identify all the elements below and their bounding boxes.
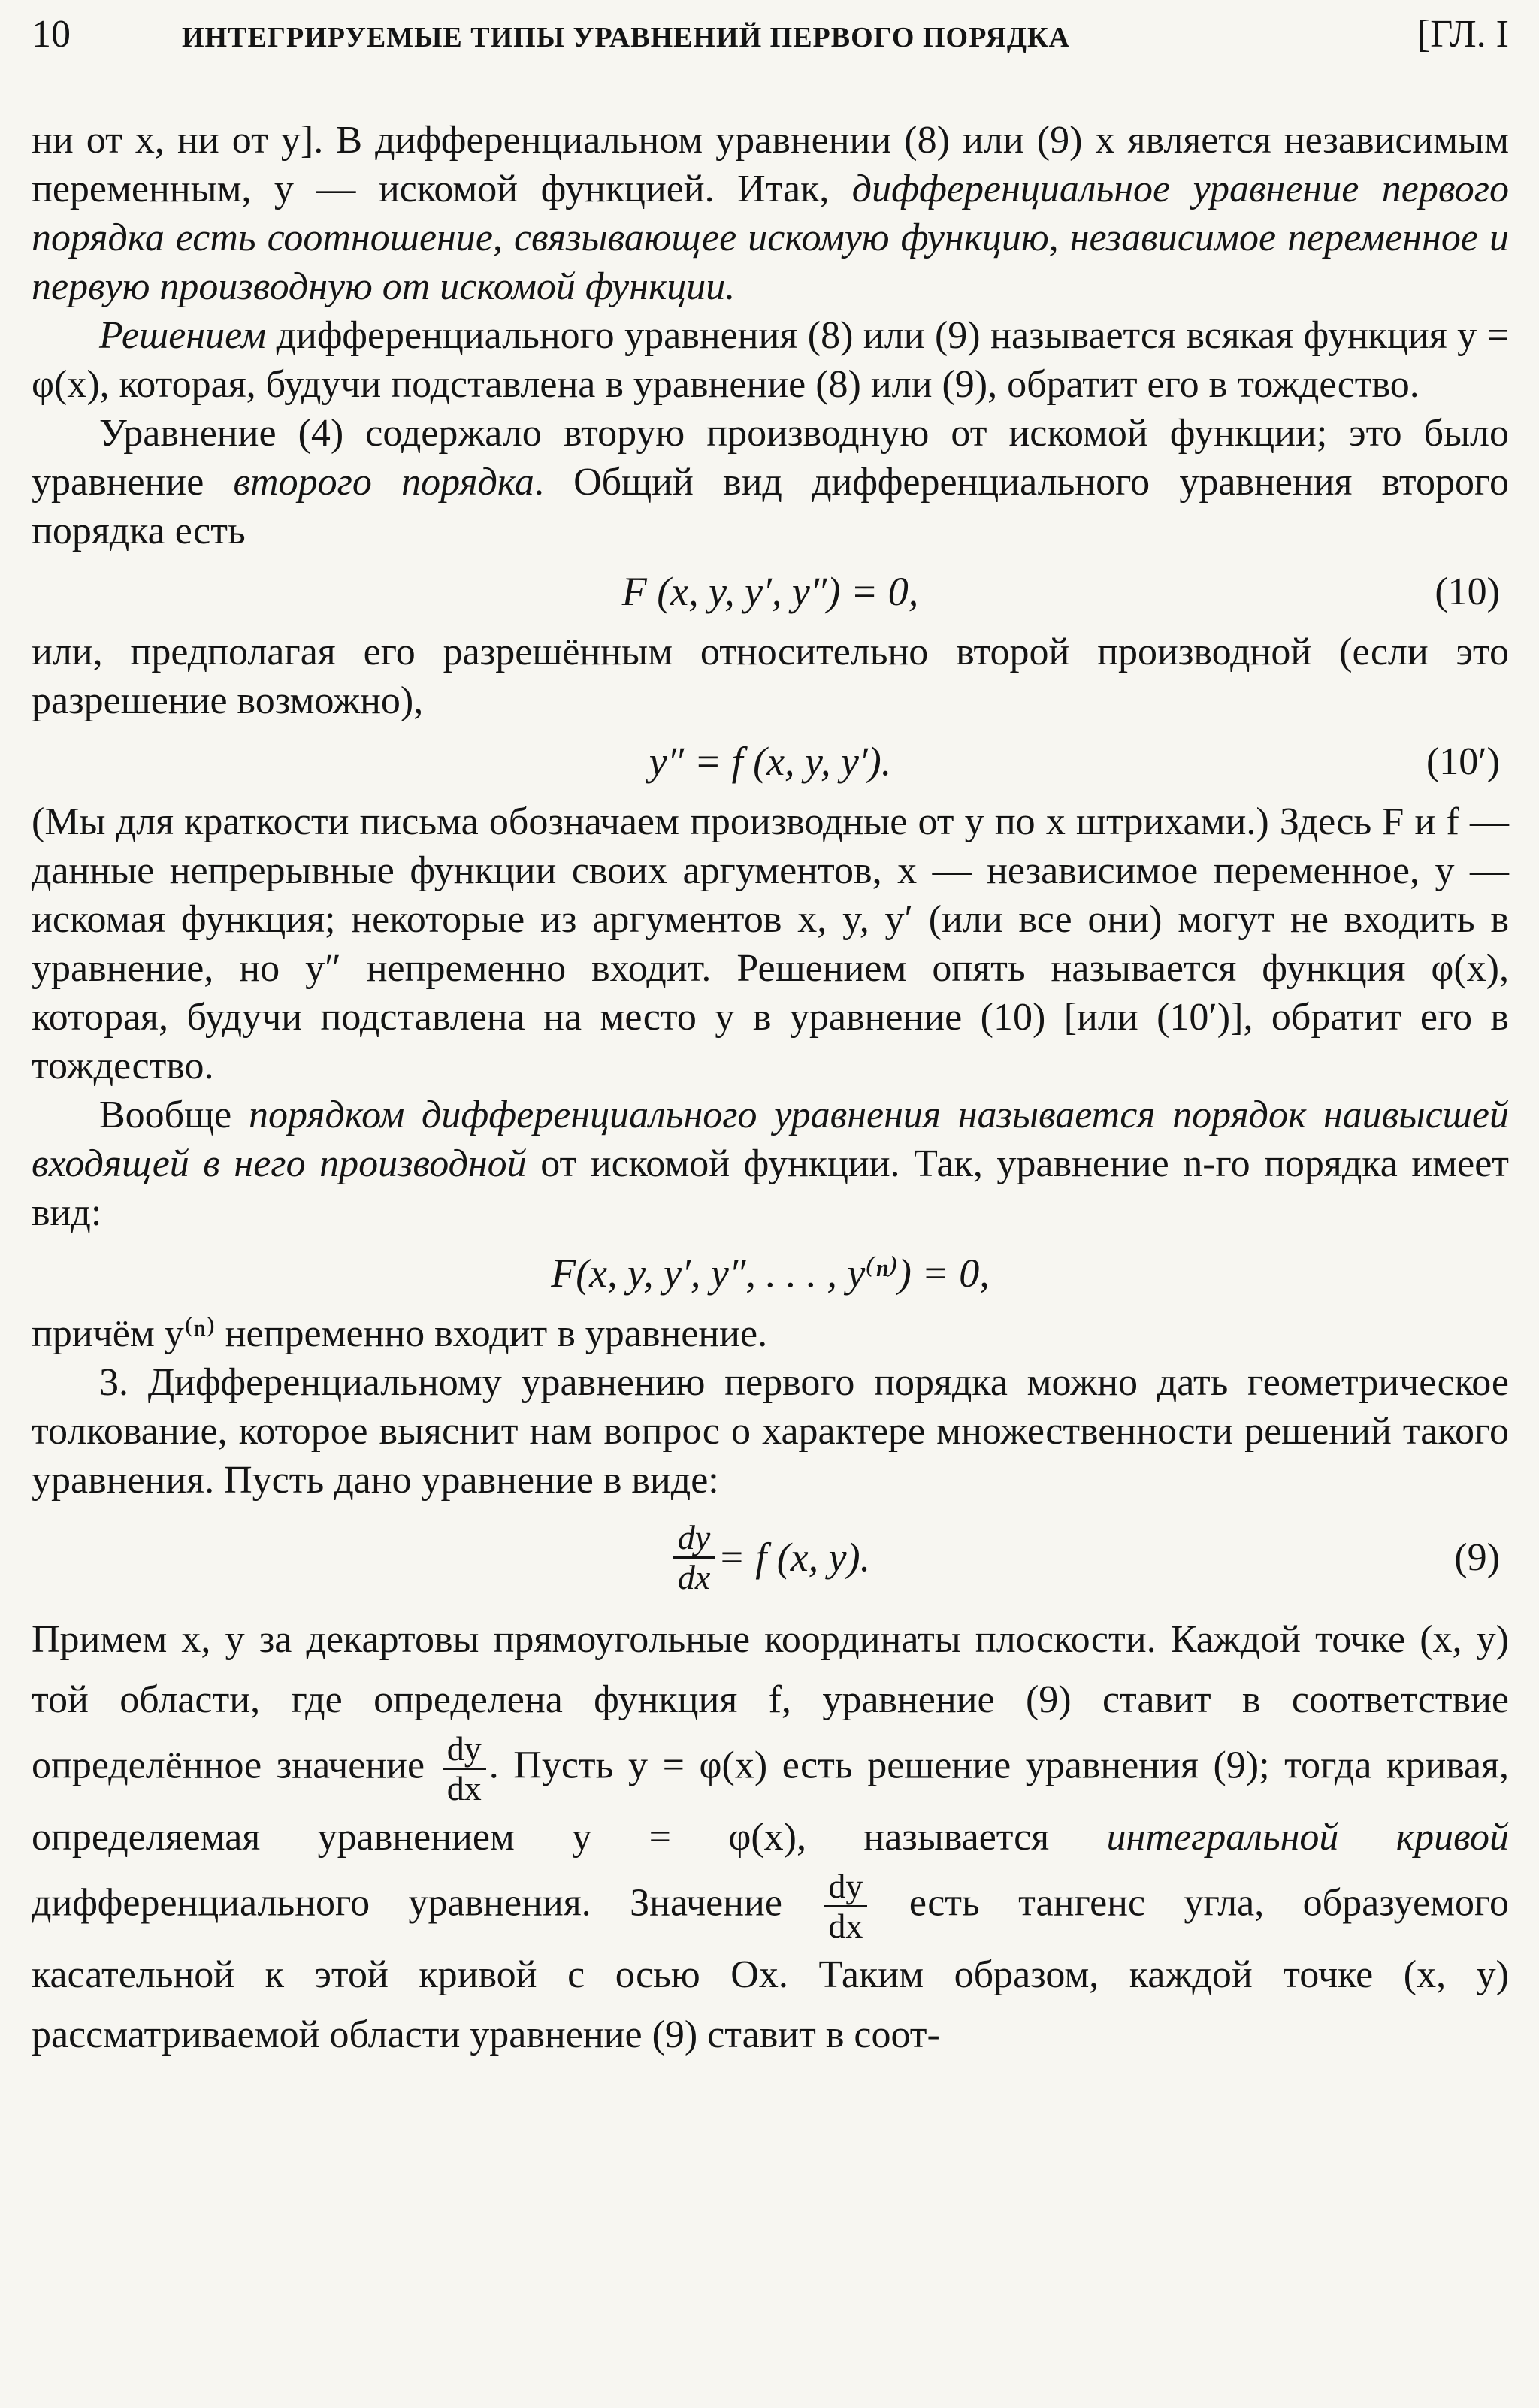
inline-fraction-2-numerator: dy [824, 1868, 867, 1907]
equation-10-formula: F (x, y, y′, y″) = 0, [621, 568, 919, 614]
paragraph-9 [32, 1610, 1509, 2065]
equation-9 [32, 1505, 1509, 1610]
paragraph-7: причём y⁽ⁿ⁾ непременно входит в уравнение. [32, 1312, 768, 1355]
equation-9-label: (9) [1454, 1535, 1500, 1579]
equation-nth-order [32, 1237, 1509, 1309]
paragraph-2 [32, 311, 1509, 409]
paragraph-9-part-a: Примем x, y за декартовы прямоугольные координаты плоскости. Каждой точке (x, y) той области, где определена функция f, уравнение (9) ставит в соответствие определённое значение [32, 1618, 1509, 1787]
inline-fraction-2-denominator: dx [828, 1907, 863, 1945]
equation-10-prime [32, 725, 1509, 797]
paragraph-3 [32, 409, 1509, 555]
term-second-order: второго порядка [233, 461, 534, 504]
running-title: ИНТЕГРИРУЕМЫЕ ТИПЫ УРАВНЕНИЙ ПЕРВОГО ПОРЯДКА [182, 22, 1070, 53]
inline-fraction-1-denominator: dx [446, 1769, 482, 1808]
paragraph-1 [32, 116, 1509, 311]
equation-9-numerator: dy [673, 1519, 715, 1559]
definition-first-order: дифференциальное уравнение первого порядка есть соотношение, связывающее искомую функцию, независимое переменное и первую производную от искомой функции. [32, 168, 1509, 308]
paragraph-9-part-c: дифференциального уравнения. Значение [32, 1881, 782, 1925]
paragraph-6-start: Вообще [99, 1094, 249, 1136]
paragraph-6-end: от искомой функции. Так, уравнение n-го порядка имеет вид: [32, 1142, 1509, 1234]
paragraph-4: или, предполагая его разрешённым относительно второй производной (если это разрешение возможно), [32, 631, 1509, 722]
paragraph-9-part-d: есть тангенс угла, образуемого касательной к этой кривой с осью Ox. Таким образом, каждой точке (x, y) рассматриваемой области уравнение (9) ставит в соот- [32, 1881, 1510, 2056]
paragraph-3-start: Уравнение (4) содержало вторую производную от искомой функции; это было уравнение [32, 412, 1509, 504]
page-header [32, 12, 1509, 71]
page-number: 10 [32, 13, 71, 56]
equation-10-prime-label: (10′) [1426, 740, 1500, 783]
inline-fraction-2 [824, 1868, 867, 1945]
equation-9-rhs: = f (x, y). [718, 1534, 871, 1580]
paragraph-6 [32, 1091, 1509, 1237]
definition-order: порядком дифференциального уравнения называется порядок наивысшей входящей в него производной [32, 1094, 1509, 1185]
inline-fraction-1 [443, 1730, 486, 1808]
inline-fraction-1-numerator: dy [443, 1730, 486, 1770]
paragraph-5: (Мы для краткости письма обозначаем производные от y по x штрихами.) Здесь F и f — данные непрерывные функции своих аргументов, x — независимое переменное, y — искомая функция; некоторые из аргументов x, y, y′ (или все они) могут не входить в уравнение, но y″ непременно входит. Решением опять называется функция φ(x), которая, будучи подставлена на место y в уравнение (10) [или (10′)], обратит его в тождество. [32, 800, 1509, 1088]
paragraph-3-end: . Общий вид дифференциального уравнения второго порядка есть [32, 461, 1509, 552]
equation-10-prime-formula: y″ = f (x, y, y′). [649, 738, 892, 784]
term-solution: Решением [99, 314, 267, 357]
paragraph-1-text: ни от x, ни от y]. В дифференциальном уравнении (8) или (9) x является независимым переменным, y — искомой функцией. Итак, [32, 119, 1509, 210]
equation-10-label: (10) [1435, 570, 1500, 613]
paragraph-8: 3. Дифференциальному уравнению первого порядка можно дать геометрическое толкование, которое выяснит нам вопрос о характере множественности решений такого уравнения. Пусть дано уравнение в виде: [32, 1361, 1509, 1502]
equation-10 [32, 555, 1509, 628]
term-integral-curve: интегральной кривой [1106, 1816, 1510, 1859]
page-body [32, 116, 1509, 2065]
paragraph-9-part-b: . Пусть y = φ(x) есть решение уравнения (9); тогда кривая, определяемая уравнением y = φ(x), называется [32, 1744, 1510, 1859]
paragraph-2-text: дифференциального уравнения (8) или (9) называется всякая функция y = φ(x), которая, будучи подставлена в уравнение (8) или (9), обратит его в тождество. [32, 314, 1509, 406]
equation-9-fraction [673, 1519, 715, 1596]
equation-nth-order-formula: F(x, y, y′, y″, . . . , y⁽ⁿ⁾) = 0, [551, 1250, 990, 1296]
equation-9-denominator: dx [677, 1557, 711, 1596]
chapter-marker: [ГЛ. I [1417, 13, 1509, 56]
